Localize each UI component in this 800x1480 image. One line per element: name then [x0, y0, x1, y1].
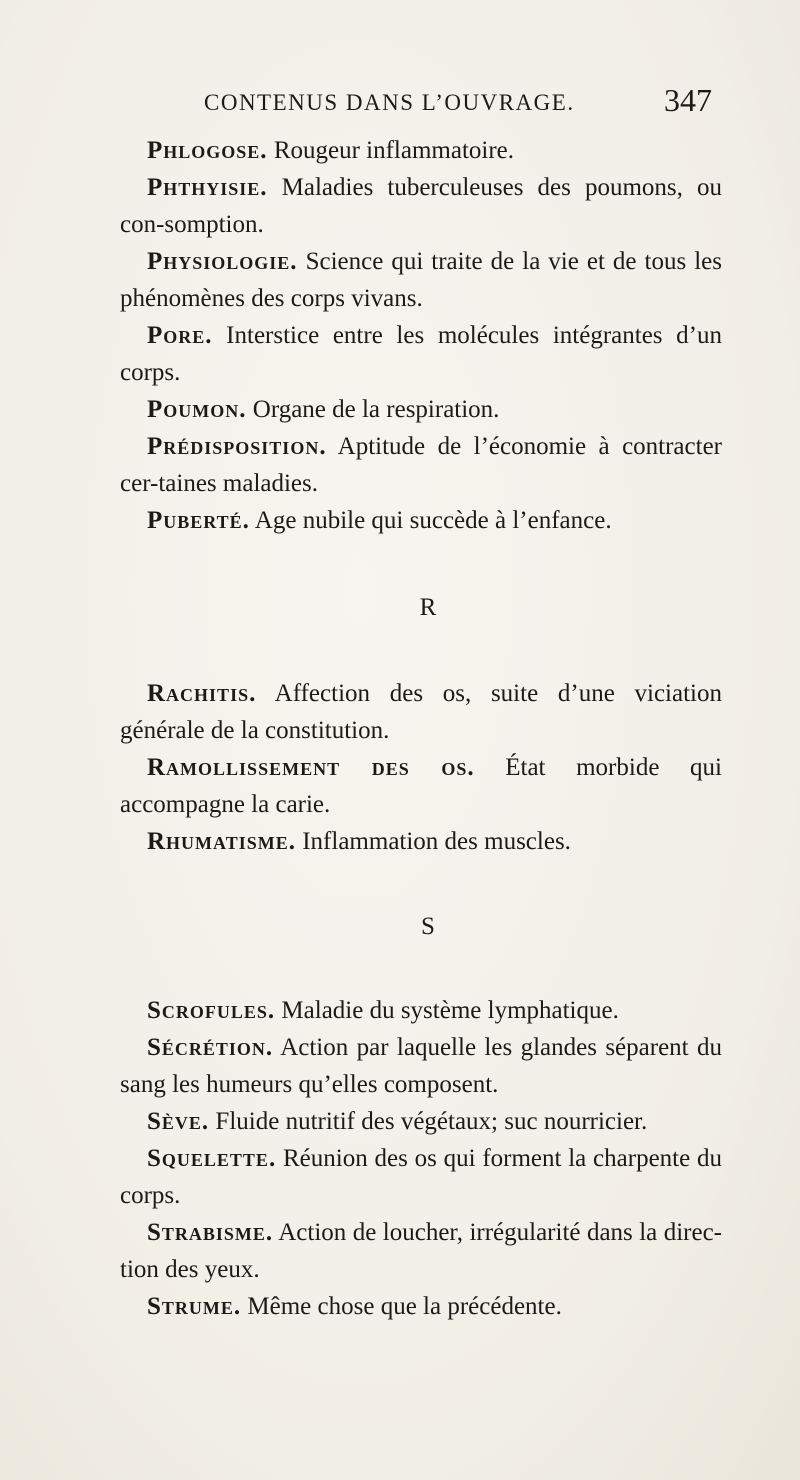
entry-term: Phthyisie. — [147, 174, 268, 201]
entry-definition: Inflammation des muscles. — [295, 828, 571, 855]
entry-definition: Réunion des os qui forment la charpente du corps. — [120, 1145, 722, 1209]
entry-definition: État morbide qui accompagne la carie. — [120, 754, 722, 818]
entry-definition: Maladies tuberculeuses des poumons, ou con-somption. — [120, 174, 722, 238]
entry-term: Rhumatisme. — [147, 828, 296, 855]
entry-term: Poumon. — [147, 396, 247, 423]
entry-term: Scrofules. — [147, 997, 276, 1024]
entry-term: Pore. — [147, 322, 213, 349]
entry-term: Phlogose. — [147, 137, 268, 164]
glossary-entry-strabisme — [120, 1214, 722, 1288]
entry-term: Sève. — [147, 1108, 210, 1135]
entry-definition: Organe de la respiration. — [246, 396, 500, 423]
glossary-entry-predisposition — [120, 428, 722, 502]
entry-term: Rachitis. — [147, 680, 257, 707]
glossary-entry-squelette — [120, 1140, 722, 1214]
entry-definition: Maladie du système lymphatique. — [275, 997, 619, 1024]
glossary-entry-strume — [120, 1288, 722, 1325]
running-head — [90, 82, 730, 122]
entry-definition: Aptitude de l’économie à contracter cer-taines maladies. — [120, 433, 722, 497]
running-title: CONTENUS DANS L’OUVRAGE. — [204, 90, 575, 115]
entry-term: Physiologie. — [147, 248, 298, 275]
entry-definition: Affection des os, suite d’une viciation générale de la constitution. — [120, 680, 722, 744]
entry-term: Sécrétion. — [147, 1034, 274, 1061]
page-number: 347 — [664, 82, 712, 118]
entry-definition: Interstice entre les molécules intégrantes d’un corps. — [120, 322, 722, 386]
entry-term: Prédisposition. — [147, 433, 327, 460]
entry-definition: Action de loucher, irrégularité dans la direc-tion des yeux. — [120, 1219, 722, 1283]
glossary-entry-phlogose — [120, 132, 722, 169]
section-heading-r: R — [419, 594, 437, 621]
entry-definition: Fluide nutritif des végétaux; suc nourricier. — [209, 1108, 648, 1135]
glossary-entry-ramollissement — [120, 749, 722, 823]
glossary-entry-secretion — [120, 1029, 722, 1103]
glossary-entry-scrofules — [120, 992, 722, 1029]
glossary-entry-pore — [120, 317, 722, 391]
entry-definition: Action par laquelle les glandes séparent du sang les humeurs qu’elles composent. — [120, 1034, 722, 1098]
entry-definition: Rougeur inflammatoire. — [267, 137, 515, 164]
section-heading-s: S — [421, 913, 435, 940]
glossary-entry-rachitis — [120, 675, 722, 749]
entry-definition: Même chose que la précédente. — [241, 1293, 562, 1320]
glossary-entry-physiologie — [120, 243, 722, 317]
glossary-text — [120, 132, 722, 1325]
entry-definition: Age nubile qui succède à l’enfance. — [249, 507, 612, 534]
entry-term: Strume. — [147, 1293, 242, 1320]
glossary-entry-puberte — [120, 502, 722, 539]
glossary-entry-poumon — [120, 391, 722, 428]
entry-term: Ramollissement des os. — [147, 754, 475, 781]
entry-term: Puberté. — [147, 507, 250, 534]
glossary-entry-phthyisie — [120, 169, 722, 243]
entry-definition: Science qui traite de la vie et de tous les phénomènes des corps vivans. — [120, 248, 722, 312]
glossary-entry-seve — [120, 1103, 722, 1140]
entry-term: Strabisme. — [147, 1219, 274, 1246]
entry-term: Squelette. — [147, 1145, 277, 1172]
glossary-entry-rhumatisme — [120, 823, 722, 860]
